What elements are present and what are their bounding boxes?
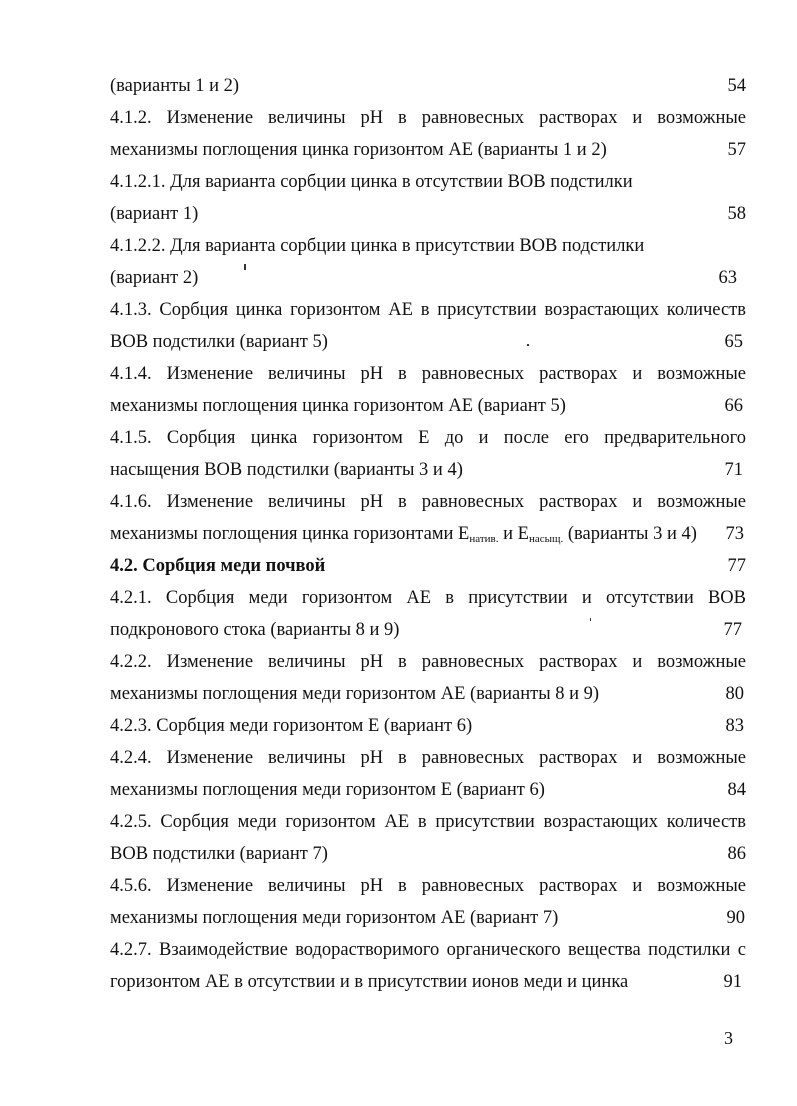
toc-line <box>110 74 746 98</box>
section-heading-4-2: 4.2. Сорбция меди почвой <box>110 556 326 576</box>
toc-entry-4-2-4-line2: механизмы поглощения меди горизонтом Е (вариант 6) <box>110 780 545 800</box>
toc-entry-4-2-7-line2: горизонтом АЕ в отсутствии и в присутствии ионов меди и цинка <box>110 972 629 992</box>
page-number: 3 <box>724 1028 733 1048</box>
toc-line <box>110 906 746 930</box>
subscript-nasysch: насыщ. <box>528 533 564 545</box>
scan-speck <box>590 618 591 621</box>
toc-entry-4-2-2-line1: 4.2.2. Изменение величины pH в равновесных растворах и возможные <box>110 652 746 672</box>
toc-entry-4-1-5-line1: 4.1.5. Сорбция цинка горизонтом Е до и после его предварительного <box>110 428 746 448</box>
toc-page-number: 86 <box>727 844 746 864</box>
toc-line <box>110 330 746 354</box>
toc-entry-4-2-5-line2: ВОВ подстилки (вариант 7) <box>110 844 328 864</box>
toc-page-number: 83 <box>725 716 744 736</box>
toc-entry-4-2-7-line1: 4.2.7. Взаимодействие водорастворимого органического вещества подстилки с <box>110 940 746 960</box>
toc-line <box>110 714 746 738</box>
toc-entry-text: и Е <box>498 524 529 544</box>
toc-entry-4-1-5-line2: насыщения ВОВ подстилки (варианты 3 и 4) <box>110 460 463 480</box>
toc-entry-4-1-2-1-line1: 4.1.2.1. Для варианта сорбции цинка в отсутствии ВОВ подстилки <box>110 172 633 192</box>
toc-entry-4-1-2-2-line2: (вариант 2) <box>110 268 199 288</box>
toc-page-number: 63 <box>718 268 737 288</box>
toc-entry-4-1-3-line1: 4.1.3. Сорбция цинка горизонтом АЕ в присутствии возрастающих количеств <box>110 300 746 320</box>
toc-entry-text: механизмы поглощения цинка горизонтами Е <box>110 524 470 544</box>
toc-entry-4-1-3-line2: ВОВ подстилки (вариант 5) <box>110 332 328 352</box>
toc-entry-text: (варианты 1 и 2) <box>110 76 240 96</box>
toc-line <box>110 554 746 578</box>
toc-entry-4-2-1-line2: подкронового стока (варианты 8 и 9) <box>110 620 400 640</box>
toc-line <box>110 842 746 866</box>
toc-page-number: 73 <box>725 524 744 544</box>
toc-entry-4-1-6-line2 <box>110 522 697 546</box>
toc-page-number: 66 <box>724 396 743 416</box>
toc-line <box>110 682 746 706</box>
toc-entry-4-2-2-line2: механизмы поглощения меди горизонтом АЕ (варианты 8 и 9) <box>110 684 600 704</box>
toc-page-number: 57 <box>727 140 746 160</box>
toc-entry-4-1-4-line1: 4.1.4. Изменение величины pH в равновесных растворах и возможные <box>110 364 746 384</box>
toc-line <box>110 618 746 642</box>
toc-entry-text: (варианты 3 и 4) <box>563 524 697 544</box>
toc-page-number: 80 <box>725 684 744 704</box>
toc-page-number: 77 <box>723 620 742 640</box>
toc-entry-4-2-3: 4.2.3. Сорбция меди горизонтом Е (вариант 6) <box>110 716 473 736</box>
toc-entry-4-1-2-1-line2: (вариант 1) <box>110 204 199 224</box>
toc-line <box>110 458 746 482</box>
toc-entry-4-1-2-2-line1: 4.1.2.2. Для варианта сорбции цинка в присутствии ВОВ подстилки <box>110 236 645 256</box>
toc-entry-4-2-5-line1: 4.2.5. Сорбция меди горизонтом АЕ в присутствии возрастающих количеств <box>110 812 746 832</box>
toc-entry-4-1-6-line1: 4.1.6. Изменение величины pH в равновесных растворах и возможные <box>110 492 746 512</box>
toc-entry-4-5-6-line1: 4.5.6. Изменение величины pH в равновесных растворах и возможные <box>110 876 746 896</box>
toc-line <box>110 394 746 418</box>
toc-page-number: 91 <box>723 972 742 992</box>
toc-line <box>110 266 746 290</box>
toc-line <box>110 202 746 226</box>
toc-entry-4-2-1-line1: 4.2.1. Сорбция меди горизонтом АЕ в присутствии и отсутствии ВОВ <box>110 588 746 608</box>
toc-line <box>110 970 746 994</box>
toc-page-number: 71 <box>724 460 743 480</box>
subscript-nativ: натив. <box>469 533 499 545</box>
toc-page-number: 58 <box>727 204 746 224</box>
toc-line <box>110 778 746 802</box>
toc-page-number: 77 <box>727 556 746 576</box>
scan-speck <box>244 264 246 270</box>
toc-page-number: 84 <box>727 780 746 800</box>
toc-page-number: 65 <box>724 332 743 352</box>
toc-line <box>110 522 746 546</box>
toc-entry-4-5-6-line2: механизмы поглощения меди горизонтом АЕ (вариант 7) <box>110 908 559 928</box>
toc-line <box>110 138 746 162</box>
toc-entry-4-2-4-line1: 4.2.4. Изменение величины pH в равновесных растворах и возможные <box>110 748 746 768</box>
toc-page-number: 54 <box>727 76 746 96</box>
toc-entry-4-1-4-line2: механизмы поглощения цинка горизонтом АЕ (вариант 5) <box>110 396 566 416</box>
scan-speck <box>527 344 529 346</box>
toc-entry-4-1-2-line2: механизмы поглощения цинка горизонтом АЕ (варианты 1 и 2) <box>110 140 607 160</box>
toc-entry-4-1-2-line1: 4.1.2. Изменение величины pH в равновесных растворах и возможные <box>110 108 746 128</box>
toc-page-number: 90 <box>726 908 745 928</box>
